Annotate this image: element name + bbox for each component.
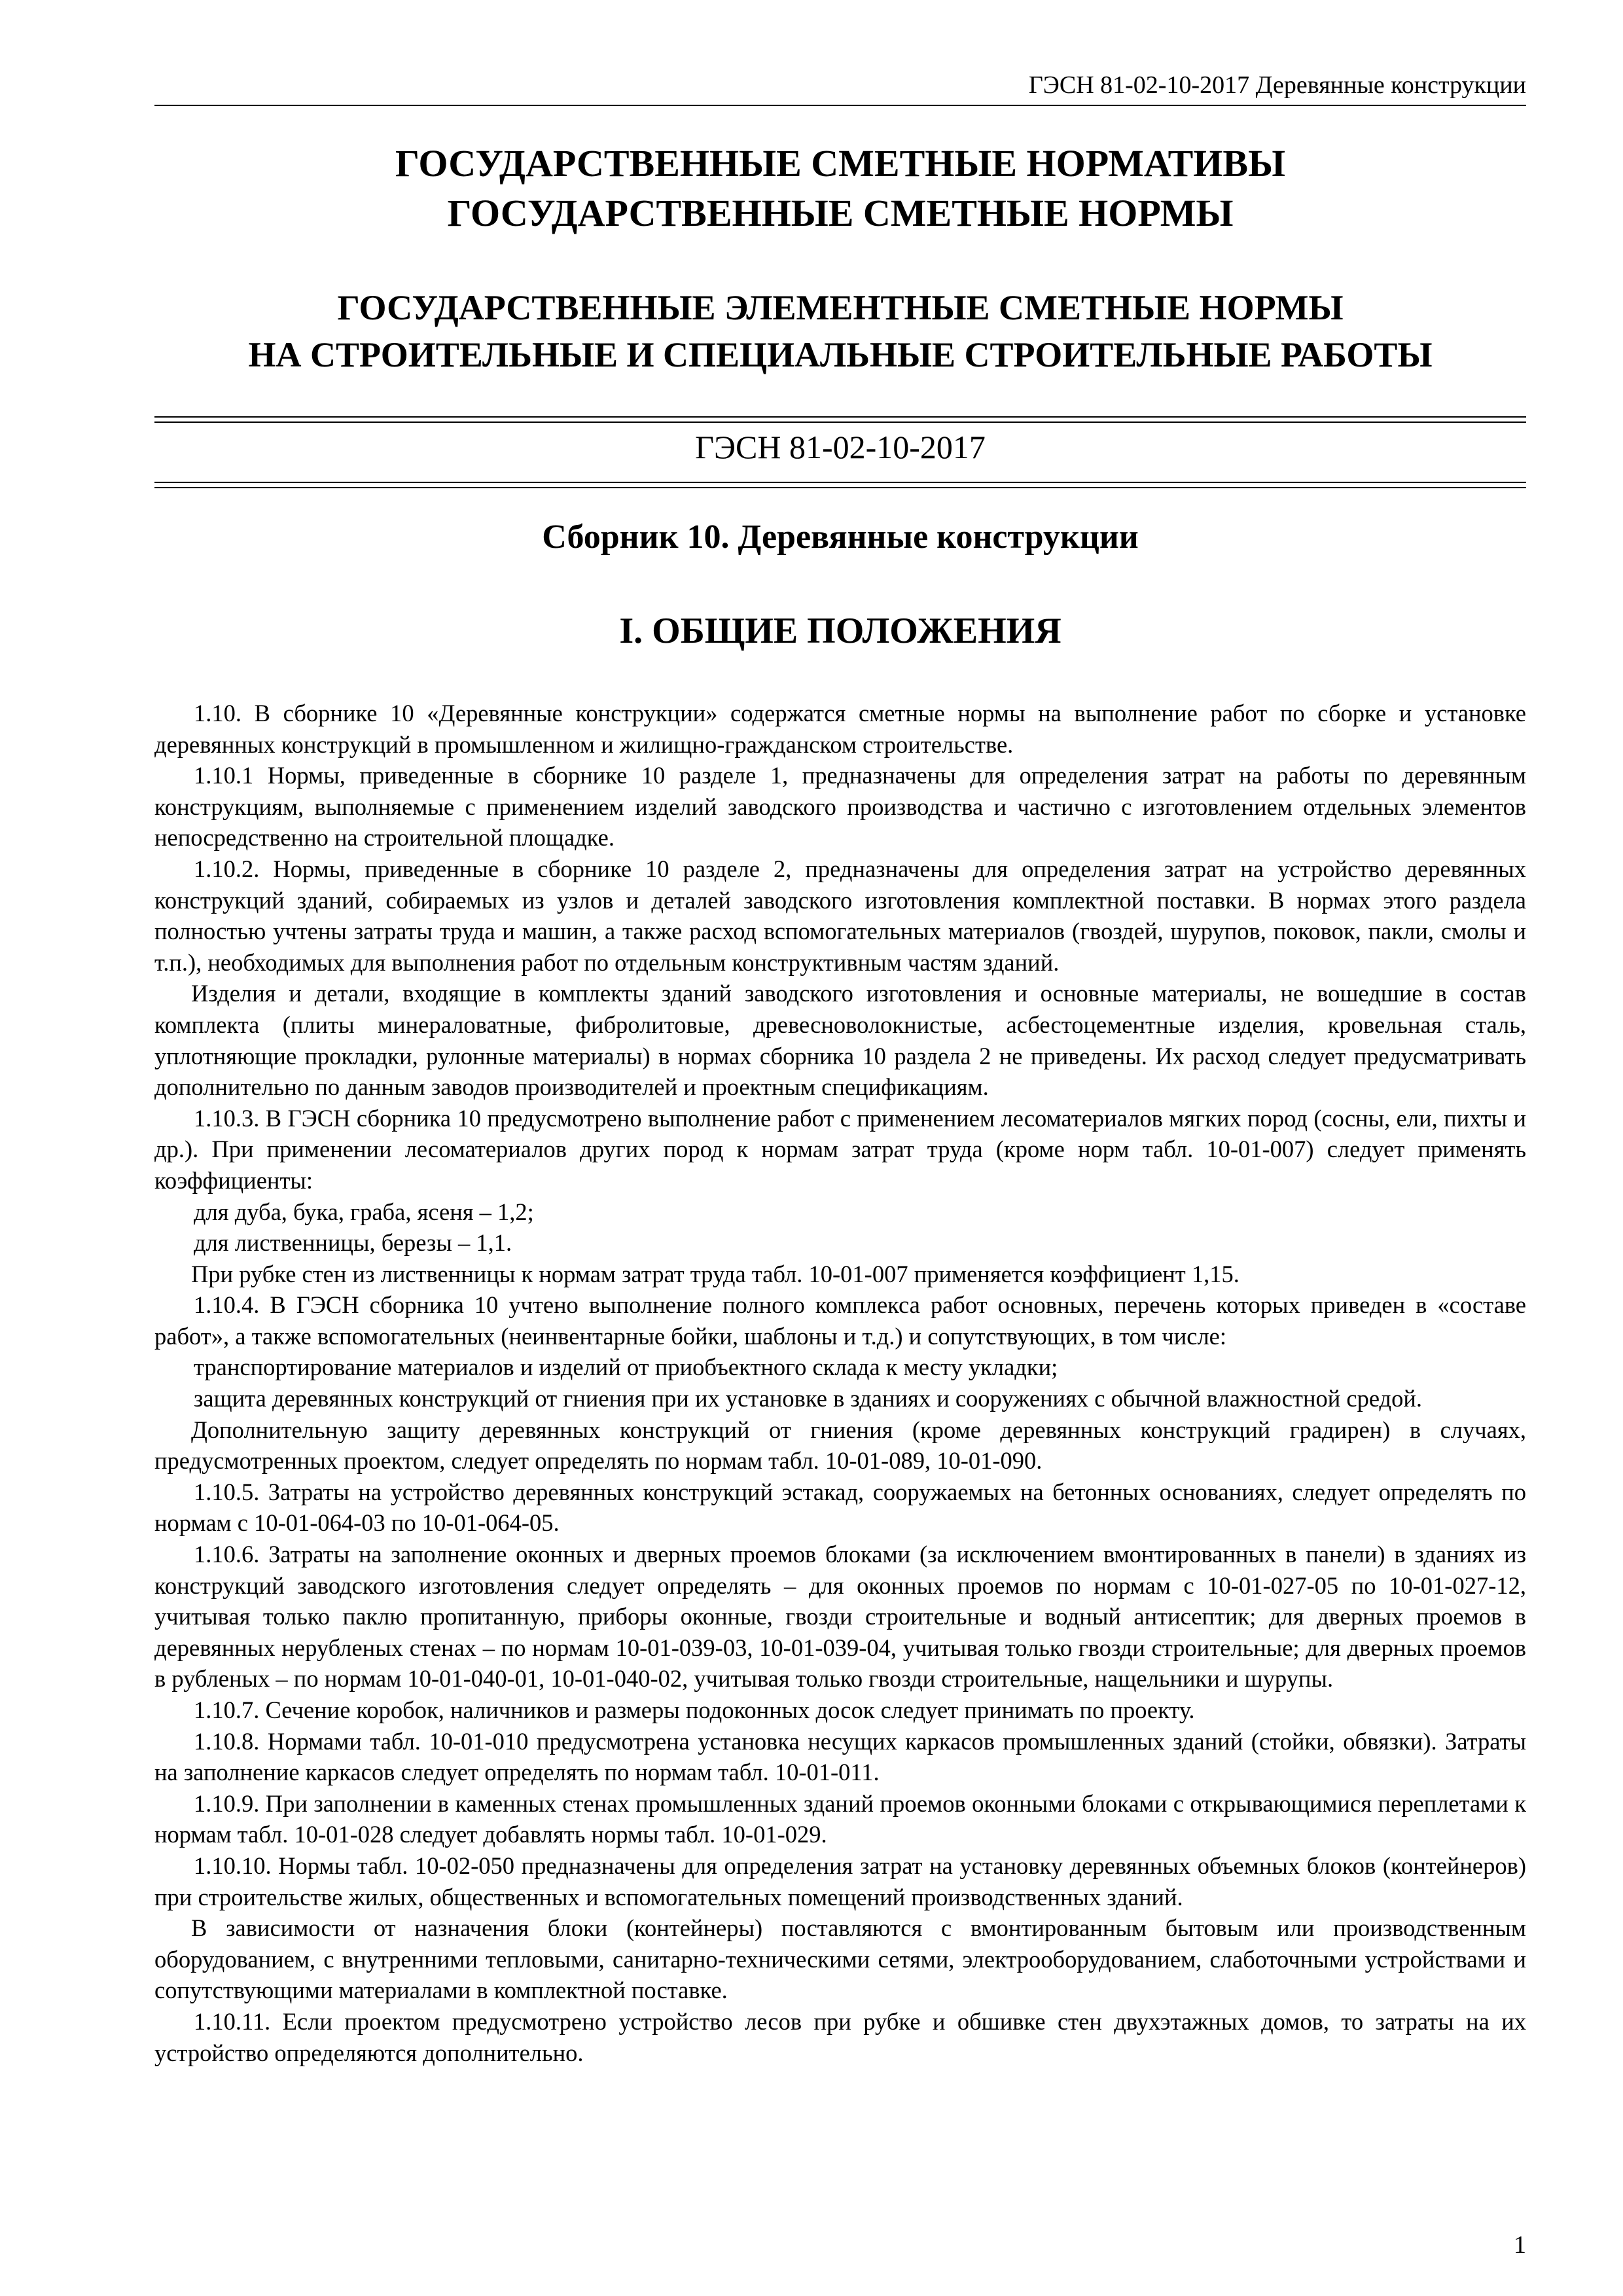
title-block-2 <box>154 284 1526 378</box>
title-area <box>154 139 1526 378</box>
paragraph: 1.10.6. Затраты на заполнение оконных и дверных проемов блоками (за исключением вмонтированных в панели) в зданиях из конструкций заводского изготовления следует определять – для оконных проемов по нормам с 10-01-027-05 по 10-01-027-12, учитывая только паклю пропитанную, приборы оконные, гвозди строительные и водный антисептик; для дверных проемов в деревянных нерубленых стенах – по нормам 10-01-039-03, 10-01-039-04, учитывая только гвозди строительные; для дверных проемов в рубленых – по нормам 10-01-040-01, 10-01-040-02, учитывая только гвозди строительные, нащельники и шурупы. <box>154 1541 1526 1693</box>
paragraph: При рубке стен из лиственницы к нормам затрат труда табл. 10-01-007 применяется коэффициент 1,15. <box>191 1260 1240 1287</box>
double-rule-bottom <box>154 482 1526 488</box>
body-text <box>154 698 1526 2068</box>
paragraph: 1.10.7. Сечение коробок, наличников и размеры подоконных досок следует принимать по проекту. <box>194 1696 1195 1723</box>
paragraph: Изделия и детали, входящие в комплекты зданий заводского изготовления и основные материалы, не вошедшие в состав комплекта (плиты минераловатные, фибролитовые, древесноволокнистые, асбестоцементные изделия, кровельная сталь, уплотняющие прокладки, рулонные материалы) в нормах сборника 10 раздела 2 не приведены. Их расход следует предусматривать дополнительно по данным заводов производителей и проектным спецификациям. <box>154 980 1526 1101</box>
paragraph: 1.10.5. Затраты на устройство деревянных конструкций эстакад, сооружаемых на бетонных основаниях, следует определять по нормам с 10-01-064-03 по 10-01-064-05. <box>154 1478 1526 1537</box>
collection-title: Сборник 10. Деревянные конструкции <box>542 518 1139 556</box>
paragraph: 1.10.4. В ГЭСН сборника 10 учтено выполнение полного комплекса работ основных, перечень которых приведен в «составе работ», а также вспомогательных (неинвентарные бойки, шаблоны и т.д.) и сопутствующих, в том числе: <box>154 1291 1526 1350</box>
document-code: ГЭСН 81-02-10-2017 <box>695 429 986 465</box>
title-line: ГОСУДАРСТВЕННЫЕ СМЕТНЫЕ НОРМЫ <box>447 192 1234 234</box>
paragraph: 1.10.3. В ГЭСН сборника 10 предусмотрено выполнение работ с применением лесоматериалов мягких пород (сосны, ели, пихты и др.). При применении лесоматериалов других пород к нормам затрат труда (кроме норм табл. 10-01-007) следует применять коэффициенты: <box>154 1104 1526 1194</box>
paragraph: 1.10.9. При заполнении в каменных стенах промышленных зданий проемов оконными блоками с открывающимися переплетами к нормам табл. 10-01-028 следует добавлять нормы табл. 10-01-029. <box>154 1789 1526 1848</box>
header-rule <box>154 105 1526 106</box>
title-block-1 <box>154 139 1526 238</box>
title-line: ГОСУДАРСТВЕННЫЕ ЭЛЕМЕНТНЫЕ СМЕТНЫЕ НОРМЫ <box>337 288 1344 327</box>
paragraph: 1.10.2. Нормы, приведенные в сборнике 10 разделе 2, предназначены для определения затрат на устройство деревянных конструкций зданий, собираемых из узлов и деталей заводского изготовления комплектной поставки. В нормах этого раздела полностью учтены затраты труда и машин, а также расход вспомогательных материалов (гвоздей, шурупов, поковок, пакли, смолы и т.п.), необходимых для выполнения работ по отдельным конструктивным частям зданий. <box>154 855 1526 976</box>
section-title: I. ОБЩИЕ ПОЛОЖЕНИЯ <box>619 611 1061 651</box>
paragraph: 1.10.10. Нормы табл. 10-02-050 предназначены для определения затрат на установку деревянных объемных блоков (контейнеров) при строительстве жилых, общественных и вспомогательных помещений производственных зданий. <box>154 1852 1526 1910</box>
paragraph: 1.10.11. Если проектом предусмотрено устройство лесов при рубке и обшивке стен двухэтажных домов, то затраты на их устройство определяются дополнительно. <box>154 2007 1526 2066</box>
paragraph: 1.10. В сборнике 10 «Деревянные конструкции» содержатся сметные нормы на выполнение работ по сборке и установке деревянных конструкций в промышленном и жилищно-гражданском строительстве. <box>154 700 1526 758</box>
double-rule-top <box>154 416 1526 423</box>
paragraph: защита деревянных конструкций от гниения при их установке в зданиях и сооружениях с обычной влажностной средой. <box>194 1385 1423 1412</box>
running-header: ГЭСН 81-02-10-2017 Деревянные конструкции <box>1028 71 1526 99</box>
paragraph: транспортирование материалов и изделий от приобъектного склада к месту укладки; <box>194 1354 1058 1381</box>
paragraph: 1.10.1 Нормы, приведенные в сборнике 10 разделе 1, предназначены для определения затрат на работы по деревянным конструкциям, выполняемые с применением изделий заводского производства и частично с изготовлением отдельных элементов непосредственно на строительной площадке. <box>154 762 1526 852</box>
title-line: ГОСУДАРСТВЕННЫЕ СМЕТНЫЕ НОРМАТИВЫ <box>395 142 1286 185</box>
paragraph: Дополнительную защиту деревянных конструкций от гниения (кроме деревянных конструкций градирен) в случаях, предусмотренных проектом, следует определять по нормам табл. 10-01-089, 10-01-090. <box>154 1416 1526 1475</box>
title-line: НА СТРОИТЕЛЬНЫЕ И СПЕЦИАЛЬНЫЕ СТРОИТЕЛЬНЫЕ РАБОТЫ <box>248 335 1433 374</box>
paragraph: для дуба, бука, граба, ясеня – 1,2; <box>194 1198 534 1225</box>
paragraph: для лиственницы, березы – 1,1. <box>194 1229 512 1257</box>
paragraph: В зависимости от назначения блоки (контейнеры) поставляются с вмонтированным бытовым или производственным оборудованием, с внутренними тепловыми, санитарно-техническими сетями, электрооборудованием, слаботочными устройствами и сопутствующими материалами в комплектной поставке. <box>154 1914 1526 2004</box>
paragraph: 1.10.8. Нормами табл. 10-01-010 предусмотрена установка несущих каркасов промышленных зданий (стойки, обвязки). Затраты на заполнение каркасов следует определять по нормам табл. 10-01-011. <box>154 1727 1526 1786</box>
page-number: 1 <box>1514 2231 1526 2259</box>
